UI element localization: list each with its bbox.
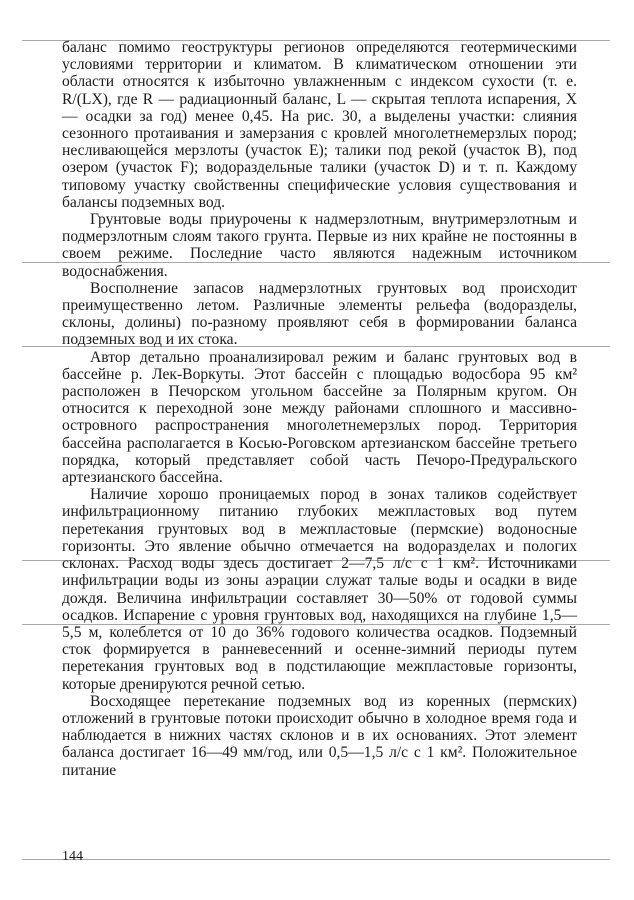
paragraph-3: Восполнение запасов надмерзлотных грунтовых вод происходит преимущественно летом. Различные элементы рельефа (водоразделы, склоны, долины) по-разному проявляют себя в формировании баланса подземных вод и их стока. — [62, 279, 577, 349]
paragraph-5: Наличие хорошо проницаемых пород в зонах таликов содействует инфильтрационному питанию глубоких межпластовых вод путем перетекания грунтовых вод в межпластовые (пермские) водоносные горизонты. Это явление обычно отмечается на водоразделах и пологих склонах. Расход воды здесь достигает 2—7,5 л/с с 1 км². Источниками инфильтрации воды из зоны аэрации служат талые воды и осадки в виде дождя. Величина инфильтрации составляет 30—50% от годовой суммы осадков. Испарение с уровня грунтовых вод, находящихся на глубине 1,5—5,5 м, колеблется от 10 до 36% годового количества осадков. Подземный сток формируется в ранневесенний и осенне-зимний периоды путем перетекания грунтовых вод в подстилающие межпластовые горизонты, которые дренируются речной сетью. — [62, 486, 577, 693]
page-rule-bottom — [22, 859, 610, 860]
paragraph-4: Автор детально проанализировал режим и баланс грунтовых вод в бассейне р. Лек-Воркуты. Этот бассейн с площадью водосбора 95 км² расположен в Печорском угольном бассейне за Полярным кругом. Он относится к переходной зоне между районами сплошного и массивно-островного распространения многолетнемерзлых пород. Территория бассейна располагается в Косью-Роговском артезианском бассейне третьего порядка, который представляет собой часть Печоро-Предуральского артезианского бассейна. — [62, 348, 577, 487]
paragraph-2: Грунтовые воды приурочены к надмерзлотным, внутримерзлотным и подмерзлотным слоям такого грунта. Первые из них крайне не постоянны в своем режиме. Последние часто являются надежным источником водоснабжения. — [62, 211, 577, 280]
paragraph-6: Восходящее перетекание подземных вод из коренных (пермских) отложений в грунтовые потоки происходит обычно в холодное время года и наблюдается в нижних частях склонов и в их основаниях. Этот элемент баланса достигает 16—49 мм/год, или 0,5—1,5 л/с с 1 км². Положительное питание — [62, 692, 577, 779]
page-number: 144 — [62, 849, 83, 864]
paragraph-1: баланс помимо геоструктуры регионов определяются геотермическими условиями территории и климатом. В климатическом отношении эти области относятся к избыточно увлажненным с индексом сухости (т. е. R/(LX), где R — радиационный баланс, L — скрытая теплота испарения, X — осадки за год) менее 0,45. На рис. 30, а выделены участки: слияния сезонного протаивания и замерзания с кровлей многолетнемерзлых пород; несливающейся мерзлоты (участок E); талики под рекой (участок B), под озером (участок F); водораздельные талики (участок D) и т. п. Каждому типовому участку свойственны специфические условия существования и балансы подземных вод. — [62, 39, 577, 211]
page-body — [62, 39, 577, 779]
